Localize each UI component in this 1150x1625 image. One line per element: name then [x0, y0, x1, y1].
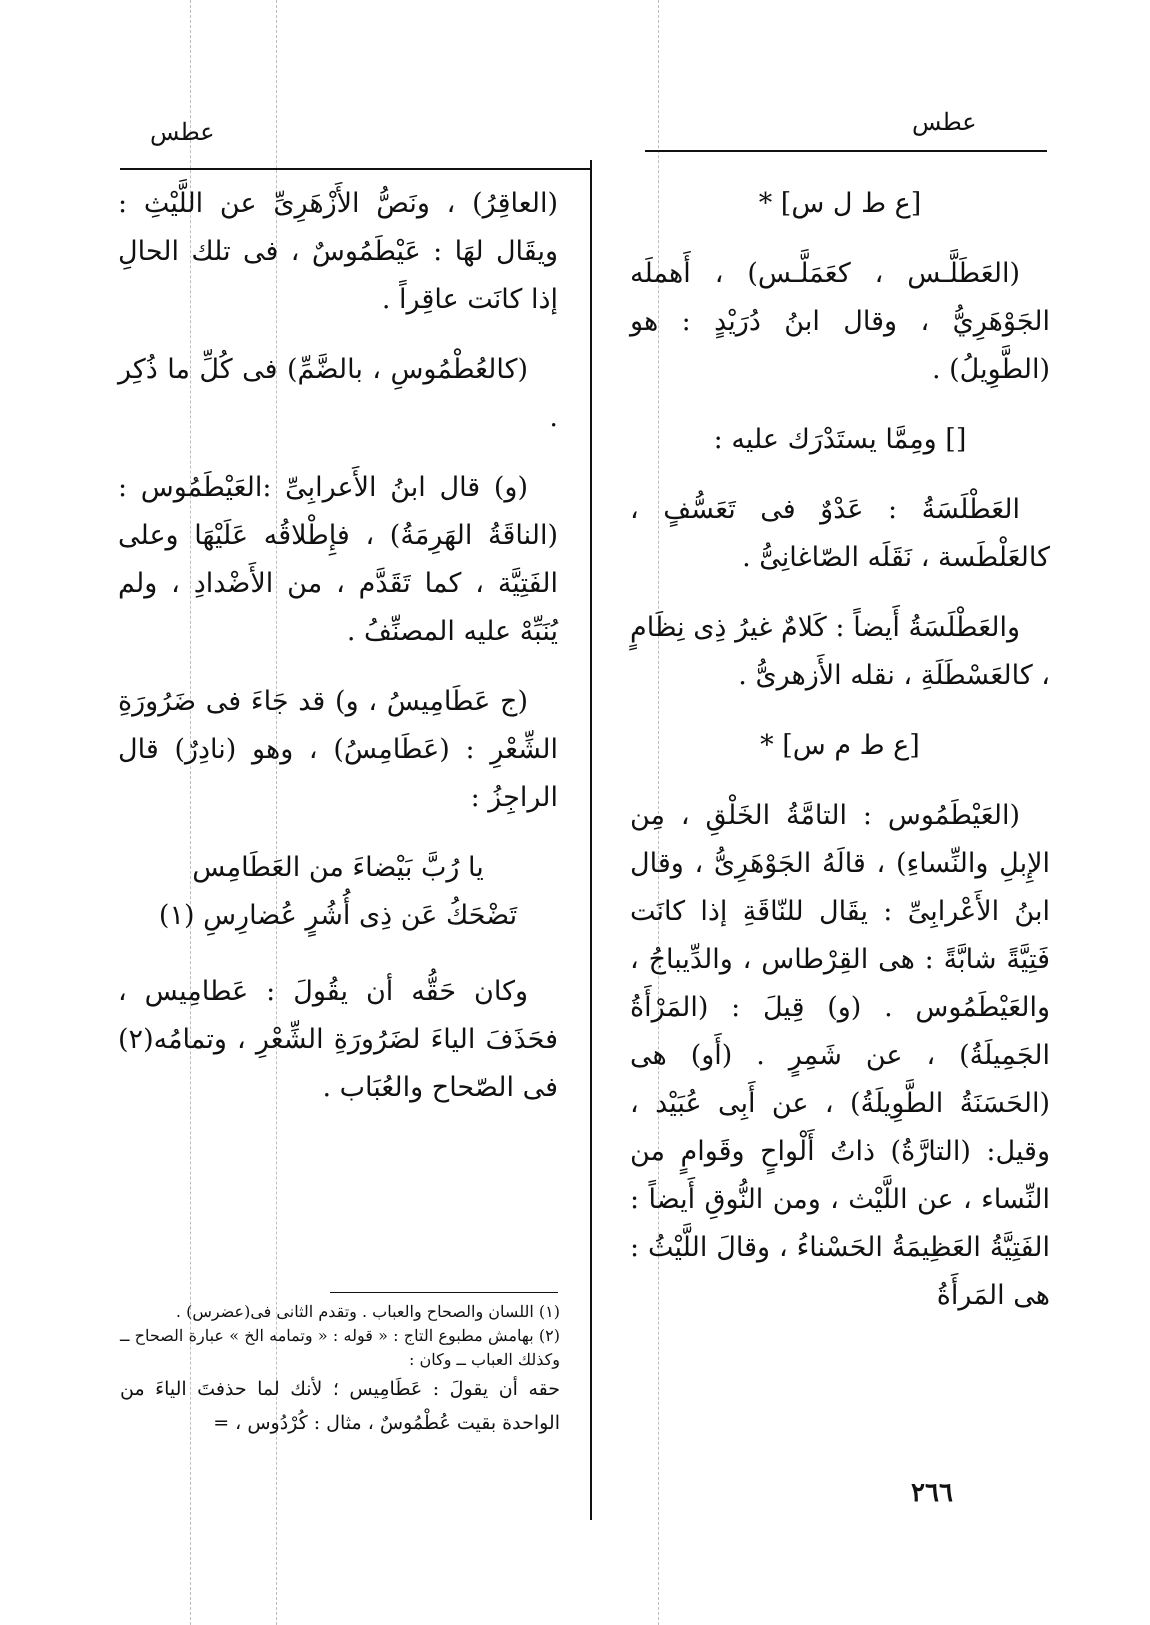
- poem-verse: [118, 844, 558, 940]
- header-rule-left: [120, 168, 590, 170]
- paragraph: (العاقِرُ) ، ونَصُّ الأَزْهَرِىِّ عن اللَّيْثِ : ويقَال لهَا : عَيْطَمُوسٌ ، فى تلك الحالِ إذا كانَت عاقِراً .: [118, 188, 558, 315]
- entry-heading: [ع ط ل س] *: [758, 188, 922, 219]
- header-rule-right: [645, 150, 1047, 152]
- paragraph: (العَطَلَّـس ، كعَمَلَّـس) ، أَهملَه الجَوْهَرِيُّ ، وقال ابنُ دُرَيْدٍ : هو (الطَّوِيلُ) .: [630, 258, 1050, 385]
- paragraph: (العَيْطَمُوس : التامَّةُ الخَلْقِ ، مِن الإِبلِ والنِّساءِ) ، قالَهُ الجَوْهَرِىُّ ، وقال ابنُ الأَعْرابِىِّ : يقَال للنّاقَةِ إذا كانَت فَتِيَّةً شابَّةً : هى القِرْطاس ، والدِّيباجُ ، والعَيْطَمُوس . (و) قِيلَ : (المَرْأَةُ الجَمِيلَةُ) ، عن شَمِرٍ . (أَو) هى (الحَسَنَةُ الطَّوِيلَةُ) ، عن أَبِى عُبَيْد ، وقيل: (التارَّةُ) ذاتُ أَلْواحٍ وقَوامٍ من النِّساء ، عن اللَّيْث ، ومن النُّوقِ أَيضاً : الفَتِيَّةُ العَظِيمَةُ الحَسْناءُ ، وقالَ اللَّيْثُ : هى المَرأَةُ: [630, 800, 1050, 1311]
- poem-line: تَضْحَكُ عَن ذِى أُشُرٍ عُضارِسِ (١): [158, 900, 518, 931]
- page-number: ٢٦٦: [911, 1478, 953, 1508]
- paragraph: (و) قال ابنُ الأَعرابِىِّ :العَيْطَمُوس : (الناقَةُ الهَرِمَةُ) ، فإِطْلاقُه عَلَيْهَا وعلى الفَتِيَّة ، كما تَقَدَّم ، من الأَضْدادِ ، ولم يُنَبِّهْ عليه المصنِّفُ .: [118, 472, 558, 647]
- left-column: [118, 180, 558, 1134]
- footnote-continuation: حقه أن يقولَ : عَطَامِيس ؛ لأنك لما حذفتَ الياءَ من الواحدة بقيت عُطْمُوسٌ ، مثال : كُرْدُوس ، =: [120, 1378, 560, 1434]
- paragraph: وكان حَقُّه أن يقُولَ : عَطامِيس ، فحَذَفَ الياءَ لضَرُورَةِ الشِّعْرِ ، وتمامُه(٢) فى الصّحاح والعُبَاب .: [118, 976, 558, 1103]
- running-header-right: عطس: [912, 108, 977, 136]
- footnotes: [120, 1300, 560, 1440]
- paragraph: (ج عَطَامِيسُ ، و) قد جَاءَ فى ضَرُورَةِ الشِّعْرِ : (عَطَامِسُ) ، وهو (نادِرٌ) قال الراجِزُ :: [118, 686, 558, 813]
- poem-line: يا رُبَّ بَيْضاءَ من العَطَامِس: [192, 852, 484, 883]
- footnote: (٢) بهامش مطبوع التاج : « قوله : « وتمامه الخ » عبارة الصحاح ــ وكذلك العباب ــ وكان :: [120, 1326, 560, 1369]
- paragraph: والعَطْلَسَةُ أَيضاً : كَلامٌ غيرُ ذِى نِظَامٍ ، كالعَسْطَلَةِ ، نقله الأَزهرىُّ .: [630, 612, 1050, 691]
- addendum-heading: [] ومِمَّا يستَدْرَك عليه :: [713, 424, 967, 455]
- column-divider: [590, 160, 592, 1520]
- paragraph: (كالعُطْمُوسِ ، بالضَّمِّ) فى كُلِّ ما ذُكِر .: [118, 354, 558, 433]
- footnote-rule: [330, 1292, 558, 1293]
- footnote: (١) اللسان والصحاح والعباب . وتقدم الثانى فى(عضرس) .: [175, 1302, 560, 1321]
- entry-heading: [ع ط م س] *: [760, 730, 920, 761]
- paragraph: العَطْلَسَةُ : عَدْوٌ فى تَعَسُّفٍ ، كالعَلْطَسة ، نَقَلَه الصّاغانِىُّ .: [630, 494, 1050, 573]
- right-column: [630, 180, 1050, 1342]
- running-header-left: عطس: [150, 118, 215, 146]
